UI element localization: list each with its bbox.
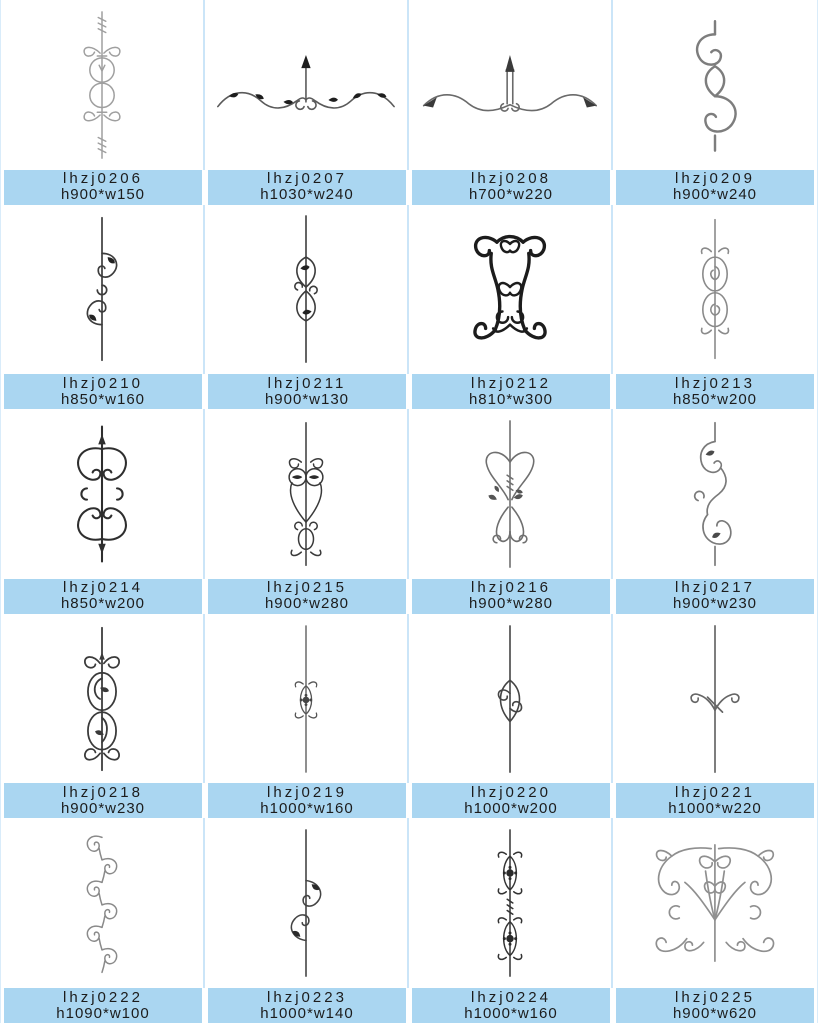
product-cell — [409, 205, 613, 410]
baluster-drawing-lhzj0207 — [205, 0, 409, 170]
baluster-drawing-lhzj0225 — [613, 818, 817, 988]
baluster-drawing-lhzj0221 — [613, 614, 817, 784]
baluster-drawing-lhzj0222 — [1, 818, 205, 988]
product-label-band — [4, 783, 202, 818]
product-size: h1000*w160 — [464, 1004, 558, 1022]
baluster-drawing-lhzj0206 — [1, 0, 205, 170]
product-cell — [409, 614, 613, 819]
product-code: lhzj0224 — [471, 988, 551, 1006]
product-size: h900*w150 — [60, 186, 146, 204]
baluster-drawing-lhzj0211 — [205, 205, 409, 375]
baluster-drawing-lhzj0212 — [409, 205, 613, 375]
product-size: h700*w220 — [468, 186, 554, 204]
product-code: lhzj0212 — [471, 374, 551, 392]
product-label-band — [4, 170, 202, 205]
product-cell — [409, 818, 613, 1023]
product-label-band — [208, 374, 406, 409]
product-size: h900*w280 — [264, 595, 350, 613]
product-label-band — [4, 988, 202, 1023]
product-code: lhzj0222 — [63, 988, 143, 1006]
product-size: h1000*w160 — [260, 799, 354, 817]
product-label-band — [208, 170, 406, 205]
product-size: h1000*w200 — [464, 799, 558, 817]
product-label-band — [4, 579, 202, 614]
product-cell — [1, 818, 205, 1023]
product-cell — [205, 205, 409, 410]
product-cell — [205, 0, 409, 205]
product-size: h900*w230 — [672, 595, 758, 613]
product-label-band — [4, 374, 202, 409]
product-label-band — [616, 783, 814, 818]
product-label-band — [616, 579, 814, 614]
product-cell — [1, 409, 205, 614]
product-cell — [409, 409, 613, 614]
baluster-drawing-lhzj0216 — [409, 409, 613, 579]
product-label-band — [412, 783, 610, 818]
product-cell — [205, 818, 409, 1023]
product-label-band — [412, 374, 610, 409]
product-label-band — [412, 579, 610, 614]
product-label-band — [208, 579, 406, 614]
product-code: lhzj0219 — [267, 783, 347, 801]
product-code: lhzj0220 — [471, 783, 551, 801]
product-cell — [205, 614, 409, 819]
product-code: lhzj0225 — [675, 988, 755, 1006]
product-code: lhzj0218 — [63, 783, 143, 801]
product-label-band — [412, 170, 610, 205]
product-code: lhzj0210 — [63, 374, 143, 392]
baluster-drawing-lhzj0213 — [613, 205, 817, 375]
product-size: h1000*w140 — [260, 1004, 354, 1022]
product-cell — [613, 409, 817, 614]
product-code: lhzj0221 — [675, 783, 755, 801]
baluster-drawing-lhzj0219 — [205, 614, 409, 784]
product-code: lhzj0215 — [267, 579, 347, 597]
baluster-drawing-lhzj0215 — [205, 409, 409, 579]
product-size: h900*w130 — [264, 390, 350, 408]
product-cell — [1, 205, 205, 410]
product-code: lhzj0217 — [675, 579, 755, 597]
product-cell — [613, 818, 817, 1023]
baluster-drawing-lhzj0220 — [409, 614, 613, 784]
product-label-band — [412, 988, 610, 1023]
product-label-band — [616, 988, 814, 1023]
product-size: h900*w240 — [672, 186, 758, 204]
baluster-drawing-lhzj0217 — [613, 409, 817, 579]
product-cell — [613, 0, 817, 205]
product-code: lhzj0216 — [471, 579, 551, 597]
product-size: h1090*w100 — [56, 1004, 150, 1022]
product-label-band — [616, 374, 814, 409]
product-code: lhzj0208 — [471, 170, 551, 188]
product-code: lhzj0223 — [267, 988, 347, 1006]
product-size: h1000*w220 — [668, 799, 762, 817]
product-cell — [1, 614, 205, 819]
product-label-band — [616, 170, 814, 205]
product-size: h850*w160 — [60, 390, 146, 408]
product-cell — [1, 0, 205, 205]
product-code: lhzj0209 — [675, 170, 755, 188]
product-code: lhzj0214 — [63, 579, 143, 597]
product-size: h850*w200 — [672, 390, 758, 408]
product-size: h1030*w240 — [260, 186, 354, 204]
baluster-drawing-lhzj0218 — [1, 614, 205, 784]
baluster-drawing-lhzj0223 — [205, 818, 409, 988]
baluster-drawing-lhzj0210 — [1, 205, 205, 375]
product-size: h900*w230 — [60, 799, 146, 817]
product-cell — [409, 0, 613, 205]
product-size: h850*w200 — [60, 595, 146, 613]
product-size: h900*w280 — [468, 595, 554, 613]
product-code: lhzj0206 — [63, 170, 143, 188]
product-cell — [613, 614, 817, 819]
product-code: lhzj0211 — [267, 374, 347, 392]
product-label-band — [208, 988, 406, 1023]
product-code: lhzj0207 — [267, 170, 347, 188]
baluster-drawing-lhzj0209 — [613, 0, 817, 170]
product-label-band — [208, 783, 406, 818]
baluster-drawing-lhzj0214 — [1, 409, 205, 579]
baluster-drawing-lhzj0208 — [409, 0, 613, 170]
product-code: lhzj0213 — [675, 374, 755, 392]
product-size: h900*w620 — [672, 1004, 758, 1022]
product-cell — [613, 205, 817, 410]
baluster-drawing-lhzj0224 — [409, 818, 613, 988]
product-size: h810*w300 — [468, 390, 554, 408]
product-cell — [205, 409, 409, 614]
